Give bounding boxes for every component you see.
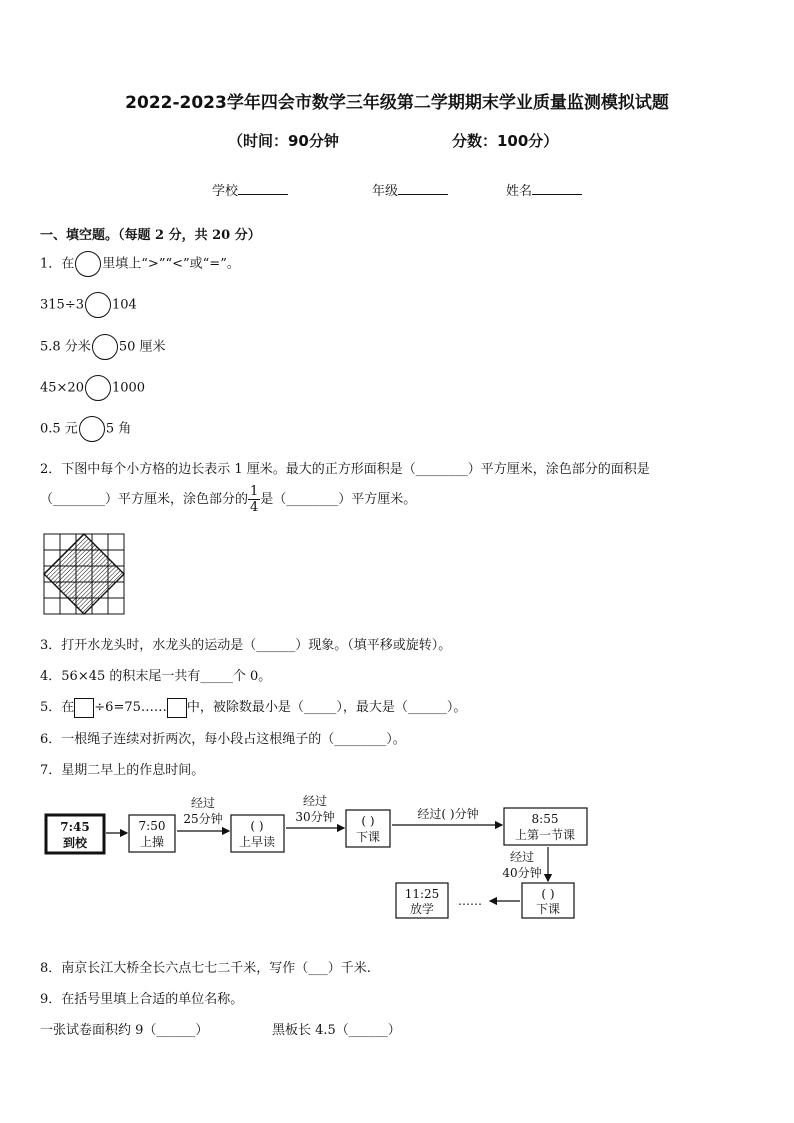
name-label: 姓名 [506, 184, 533, 199]
q1-intro-b: 里填上“>”“<”或“=”。 [102, 256, 240, 272]
school-label: 学校 [212, 184, 239, 199]
exercise-time: 7:50 [138, 819, 166, 833]
section-1-title: 一、填空题。（每题 2 分，共 20 分） [40, 228, 261, 243]
arrow-4-label: 经过( )分钟 [417, 807, 479, 821]
answer-circle[interactable] [92, 334, 118, 360]
dividend-box[interactable] [74, 698, 94, 718]
q2-line2-a: （________）平方厘米，涂色部分的 [40, 492, 249, 507]
fraction-numerator: 1 [250, 484, 259, 499]
q2-line2 [40, 484, 416, 515]
exam-score: 分数：100分） [452, 132, 559, 150]
grid-figure [43, 533, 129, 617]
arrow-2-bottom: 25分钟 [183, 812, 223, 826]
dismissal-time: 11:25 [404, 887, 440, 901]
name-field[interactable] [506, 180, 582, 199]
answer-circle[interactable] [85, 292, 111, 318]
arrow-5-top: 经过 [509, 850, 535, 864]
ellipsis: …… [458, 894, 482, 908]
q3-text: 3．打开水龙头时，水龙头的运动是（______）现象。（填平移或旋转）。 [40, 638, 452, 653]
exam-time: （时间：90分钟 [228, 132, 339, 150]
q5-part-c: 中，被除数最小是（_____），最大是（______）。 [186, 700, 467, 715]
q1-item [40, 292, 137, 318]
q1-item-right: 104 [111, 297, 137, 313]
arrow-2-top: 经过 [190, 796, 216, 810]
arrow-5-bottom: 40分钟 [502, 866, 542, 880]
name-blank[interactable] [532, 182, 582, 195]
q5-part-a: 5．在 [40, 700, 75, 715]
q1-item-left: 0.5 元 [40, 421, 78, 437]
q7-text: 7．星期二早上的作息时间。 [40, 763, 205, 778]
school-field[interactable] [212, 180, 288, 199]
class-end-2-label: 下课 [535, 902, 561, 916]
first-class-label: 上第一节课 [514, 828, 576, 842]
q1-item [40, 416, 131, 442]
grade-blank[interactable] [398, 182, 448, 195]
q4-text: 4．56×45 的积末尾一共有_____个 0。 [40, 669, 272, 684]
grade-field[interactable] [372, 180, 448, 199]
arrival-time: 7:45 [60, 820, 90, 834]
reading-time: ( ) [250, 819, 264, 833]
schedule-flowchart [40, 790, 600, 930]
q1-intro-a: 1．在 [40, 256, 75, 272]
q5-text [40, 696, 466, 718]
q1-item-right: 5 角 [105, 421, 132, 437]
q1-item-left: 5.8 分米 [40, 339, 91, 355]
reading-label: 上早读 [238, 835, 276, 849]
answer-circle[interactable] [79, 416, 105, 442]
q1-item [40, 334, 166, 360]
arrow-3-top: 经过 [302, 794, 328, 808]
arrival-label: 到校 [62, 836, 88, 850]
q9-item-b: 黑板长 4.5（______） [272, 1023, 401, 1038]
answer-circle[interactable] [85, 375, 111, 401]
q6-text: 6．一根绳子连续对折两次，每小段占这根绳子的（________）。 [40, 732, 406, 747]
arrow-3-bottom: 30分钟 [295, 810, 335, 824]
fraction-denominator: 4 [250, 500, 259, 515]
shaded-diamond [44, 534, 124, 614]
q2-line2-b: 是（________）平方厘米。 [260, 492, 417, 507]
q1-item-right: 1000 [111, 380, 146, 396]
q5-part-b: ÷6=75…… [94, 700, 167, 715]
q1-instruction [40, 251, 240, 277]
remainder-box[interactable] [167, 698, 187, 718]
class-end-2-time: ( ) [541, 887, 555, 901]
q2-line1: 2．下图中每个小方格的边长表示 1 厘米。最大的正方形面积是（________）平方厘米，涂色部分的面积是 [40, 462, 650, 477]
first-class-time: 8:55 [531, 812, 559, 826]
q1-item-right: 50 厘米 [118, 339, 166, 355]
q1-item-left: 315÷3 [40, 297, 84, 313]
dismissal-label: 放学 [409, 902, 435, 916]
q9-item-a: 一张试卷面积约 9（______） [40, 1023, 209, 1038]
q1-item-left: 45×20 [40, 380, 84, 396]
exam-title: 2022-2023学年四会市数学三年级第二学期期末学业质量监测模拟试题 [125, 93, 669, 113]
fraction-quarter [248, 484, 260, 515]
exercise-label: 上操 [139, 835, 165, 849]
q8-text: 8．南京长江大桥全长六点七七二千米，写作（___）千米. [40, 961, 371, 976]
q1-item [40, 375, 145, 401]
class-end-1-time: ( ) [361, 814, 375, 828]
school-blank[interactable] [238, 182, 288, 195]
grade-label: 年级 [372, 184, 399, 199]
q9-text: 9．在括号里填上合适的单位名称。 [40, 992, 244, 1007]
compare-circle [75, 251, 101, 277]
class-end-1-label: 下课 [355, 830, 381, 844]
